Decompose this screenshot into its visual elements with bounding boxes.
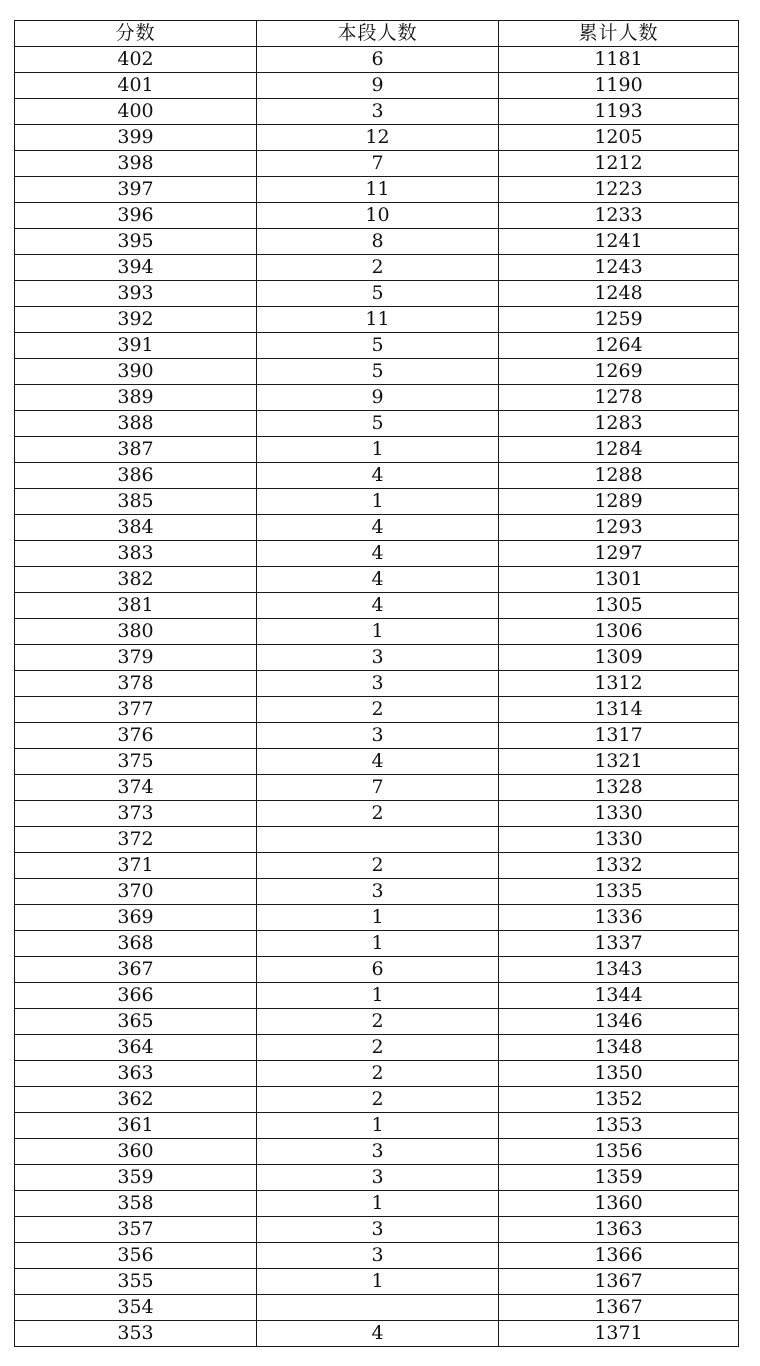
cumulative-count-cell: 1241	[499, 229, 739, 255]
table-row	[15, 1269, 739, 1295]
segment-count-cell: 2	[257, 1035, 499, 1061]
table-row	[15, 827, 739, 853]
segment-count-cell: 5	[257, 411, 499, 437]
cumulative-count-cell: 1278	[499, 385, 739, 411]
table-row	[15, 281, 739, 307]
column-header-score: 分数	[15, 21, 257, 47]
segment-count-cell: 1	[257, 1113, 499, 1139]
cumulative-count-cell: 1297	[499, 541, 739, 567]
table-row	[15, 1165, 739, 1191]
cumulative-count-cell: 1269	[499, 359, 739, 385]
segment-count-cell: 4	[257, 593, 499, 619]
segment-count-cell: 2	[257, 255, 499, 281]
segment-count-cell: 2	[257, 697, 499, 723]
table-row	[15, 853, 739, 879]
segment-count-cell: 1	[257, 437, 499, 463]
score-cell: 355	[15, 1269, 257, 1295]
score-cell: 354	[15, 1295, 257, 1321]
cumulative-count-cell: 1367	[499, 1269, 739, 1295]
cumulative-count-cell: 1190	[499, 73, 739, 99]
table-row	[15, 307, 739, 333]
cumulative-count-cell: 1321	[499, 749, 739, 775]
cumulative-count-cell: 1306	[499, 619, 739, 645]
score-cell: 353	[15, 1321, 257, 1347]
score-cell: 402	[15, 47, 257, 73]
segment-count-cell: 3	[257, 99, 499, 125]
cumulative-count-cell: 1312	[499, 671, 739, 697]
segment-count-cell: 7	[257, 151, 499, 177]
segment-count-cell: 11	[257, 177, 499, 203]
cumulative-count-cell: 1264	[499, 333, 739, 359]
segment-count-cell: 1	[257, 619, 499, 645]
score-cell: 390	[15, 359, 257, 385]
score-distribution-table	[14, 20, 739, 1347]
segment-count-cell: 6	[257, 47, 499, 73]
header-row	[15, 21, 739, 47]
score-cell: 356	[15, 1243, 257, 1269]
score-cell: 393	[15, 281, 257, 307]
cumulative-count-cell: 1181	[499, 47, 739, 73]
cumulative-count-cell: 1317	[499, 723, 739, 749]
segment-count-cell: 1	[257, 1269, 499, 1295]
table-row	[15, 1139, 739, 1165]
table-row	[15, 99, 739, 125]
table-row	[15, 567, 739, 593]
segment-count-cell: 2	[257, 1009, 499, 1035]
score-distribution-table-container	[14, 20, 738, 1347]
score-cell: 366	[15, 983, 257, 1009]
cumulative-count-cell: 1330	[499, 801, 739, 827]
segment-count-cell: 2	[257, 801, 499, 827]
segment-count-cell: 5	[257, 333, 499, 359]
table-row	[15, 723, 739, 749]
score-cell: 386	[15, 463, 257, 489]
cumulative-count-cell: 1293	[499, 515, 739, 541]
score-cell: 388	[15, 411, 257, 437]
score-cell: 385	[15, 489, 257, 515]
score-cell: 387	[15, 437, 257, 463]
column-header-segment-count: 本段人数	[257, 21, 499, 47]
table-row	[15, 1217, 739, 1243]
segment-count-cell: 6	[257, 957, 499, 983]
score-cell: 372	[15, 827, 257, 853]
segment-count-cell: 3	[257, 1165, 499, 1191]
score-cell: 381	[15, 593, 257, 619]
cumulative-count-cell: 1371	[499, 1321, 739, 1347]
segment-count-cell: 5	[257, 359, 499, 385]
table-row	[15, 957, 739, 983]
score-cell: 367	[15, 957, 257, 983]
table-row	[15, 983, 739, 1009]
score-cell: 396	[15, 203, 257, 229]
segment-count-cell: 3	[257, 723, 499, 749]
segment-count-cell: 1	[257, 905, 499, 931]
cumulative-count-cell: 1205	[499, 125, 739, 151]
cumulative-count-cell: 1348	[499, 1035, 739, 1061]
table-row	[15, 801, 739, 827]
table-row	[15, 775, 739, 801]
score-cell: 373	[15, 801, 257, 827]
score-cell: 399	[15, 125, 257, 151]
cumulative-count-cell: 1305	[499, 593, 739, 619]
table-row	[15, 749, 739, 775]
table-row	[15, 1061, 739, 1087]
column-header-cumulative-count: 累计人数	[499, 21, 739, 47]
cumulative-count-cell: 1193	[499, 99, 739, 125]
score-cell: 359	[15, 1165, 257, 1191]
score-cell: 360	[15, 1139, 257, 1165]
score-cell: 358	[15, 1191, 257, 1217]
cumulative-count-cell: 1223	[499, 177, 739, 203]
table-row	[15, 489, 739, 515]
cumulative-count-cell: 1284	[499, 437, 739, 463]
cumulative-count-cell: 1353	[499, 1113, 739, 1139]
score-cell: 370	[15, 879, 257, 905]
segment-count-cell: 7	[257, 775, 499, 801]
segment-count-cell: 4	[257, 463, 499, 489]
cumulative-count-cell: 1328	[499, 775, 739, 801]
score-cell: 374	[15, 775, 257, 801]
segment-count-cell	[257, 827, 499, 853]
score-cell: 371	[15, 853, 257, 879]
cumulative-count-cell: 1346	[499, 1009, 739, 1035]
table-row	[15, 593, 739, 619]
table-row	[15, 151, 739, 177]
score-cell: 375	[15, 749, 257, 775]
table-row	[15, 255, 739, 281]
cumulative-count-cell: 1335	[499, 879, 739, 905]
segment-count-cell: 3	[257, 645, 499, 671]
segment-count-cell: 3	[257, 1243, 499, 1269]
table-row	[15, 411, 739, 437]
score-cell: 382	[15, 567, 257, 593]
table-row	[15, 619, 739, 645]
segment-count-cell: 1	[257, 931, 499, 957]
score-cell: 364	[15, 1035, 257, 1061]
score-cell: 395	[15, 229, 257, 255]
table-row	[15, 177, 739, 203]
cumulative-count-cell: 1352	[499, 1087, 739, 1113]
score-cell: 394	[15, 255, 257, 281]
score-cell: 391	[15, 333, 257, 359]
table-row	[15, 645, 739, 671]
table-row	[15, 1087, 739, 1113]
segment-count-cell: 1	[257, 489, 499, 515]
segment-count-cell: 4	[257, 541, 499, 567]
cumulative-count-cell: 1360	[499, 1191, 739, 1217]
segment-count-cell: 4	[257, 749, 499, 775]
table-row	[15, 437, 739, 463]
score-cell: 384	[15, 515, 257, 541]
cumulative-count-cell: 1330	[499, 827, 739, 853]
table-row	[15, 541, 739, 567]
score-cell: 400	[15, 99, 257, 125]
segment-count-cell: 3	[257, 1139, 499, 1165]
table-row	[15, 1321, 739, 1347]
cumulative-count-cell: 1212	[499, 151, 739, 177]
segment-count-cell: 9	[257, 73, 499, 99]
cumulative-count-cell: 1243	[499, 255, 739, 281]
cumulative-count-cell: 1259	[499, 307, 739, 333]
segment-count-cell: 4	[257, 1321, 499, 1347]
score-cell: 357	[15, 1217, 257, 1243]
cumulative-count-cell: 1283	[499, 411, 739, 437]
score-cell: 378	[15, 671, 257, 697]
cumulative-count-cell: 1332	[499, 853, 739, 879]
table-row	[15, 879, 739, 905]
score-cell: 365	[15, 1009, 257, 1035]
segment-count-cell: 3	[257, 879, 499, 905]
cumulative-count-cell: 1301	[499, 567, 739, 593]
score-cell: 389	[15, 385, 257, 411]
table-header	[15, 21, 739, 47]
score-cell: 383	[15, 541, 257, 567]
segment-count-cell: 2	[257, 1061, 499, 1087]
table-row	[15, 1113, 739, 1139]
table-row	[15, 671, 739, 697]
table-row	[15, 931, 739, 957]
cumulative-count-cell: 1336	[499, 905, 739, 931]
table-row	[15, 1009, 739, 1035]
segment-count-cell: 2	[257, 853, 499, 879]
segment-count-cell: 12	[257, 125, 499, 151]
score-cell: 392	[15, 307, 257, 333]
segment-count-cell: 5	[257, 281, 499, 307]
cumulative-count-cell: 1314	[499, 697, 739, 723]
table-row	[15, 47, 739, 73]
segment-count-cell: 8	[257, 229, 499, 255]
segment-count-cell: 4	[257, 515, 499, 541]
table-row	[15, 73, 739, 99]
segment-count-cell: 2	[257, 1087, 499, 1113]
table-row	[15, 125, 739, 151]
table-row	[15, 333, 739, 359]
table-row	[15, 385, 739, 411]
table-body	[15, 47, 739, 1347]
cumulative-count-cell: 1367	[499, 1295, 739, 1321]
table-row	[15, 203, 739, 229]
segment-count-cell: 11	[257, 307, 499, 333]
segment-count-cell: 1	[257, 983, 499, 1009]
segment-count-cell: 10	[257, 203, 499, 229]
cumulative-count-cell: 1359	[499, 1165, 739, 1191]
cumulative-count-cell: 1363	[499, 1217, 739, 1243]
cumulative-count-cell: 1289	[499, 489, 739, 515]
score-cell: 376	[15, 723, 257, 749]
table-row	[15, 463, 739, 489]
cumulative-count-cell: 1344	[499, 983, 739, 1009]
table-row	[15, 1035, 739, 1061]
cumulative-count-cell: 1350	[499, 1061, 739, 1087]
table-row	[15, 359, 739, 385]
cumulative-count-cell: 1366	[499, 1243, 739, 1269]
table-row	[15, 1243, 739, 1269]
cumulative-count-cell: 1233	[499, 203, 739, 229]
score-cell: 379	[15, 645, 257, 671]
table-row	[15, 697, 739, 723]
score-cell: 363	[15, 1061, 257, 1087]
segment-count-cell: 3	[257, 671, 499, 697]
table-row	[15, 515, 739, 541]
table-row	[15, 905, 739, 931]
score-cell: 368	[15, 931, 257, 957]
table-row	[15, 229, 739, 255]
segment-count-cell	[257, 1295, 499, 1321]
score-cell: 377	[15, 697, 257, 723]
score-cell: 401	[15, 73, 257, 99]
cumulative-count-cell: 1248	[499, 281, 739, 307]
cumulative-count-cell: 1343	[499, 957, 739, 983]
score-cell: 398	[15, 151, 257, 177]
cumulative-count-cell: 1309	[499, 645, 739, 671]
cumulative-count-cell: 1337	[499, 931, 739, 957]
cumulative-count-cell: 1288	[499, 463, 739, 489]
score-cell: 397	[15, 177, 257, 203]
table-row	[15, 1295, 739, 1321]
table-row	[15, 1191, 739, 1217]
score-cell: 369	[15, 905, 257, 931]
segment-count-cell: 1	[257, 1191, 499, 1217]
segment-count-cell: 3	[257, 1217, 499, 1243]
score-cell: 362	[15, 1087, 257, 1113]
cumulative-count-cell: 1356	[499, 1139, 739, 1165]
segment-count-cell: 4	[257, 567, 499, 593]
score-cell: 361	[15, 1113, 257, 1139]
score-cell: 380	[15, 619, 257, 645]
segment-count-cell: 9	[257, 385, 499, 411]
